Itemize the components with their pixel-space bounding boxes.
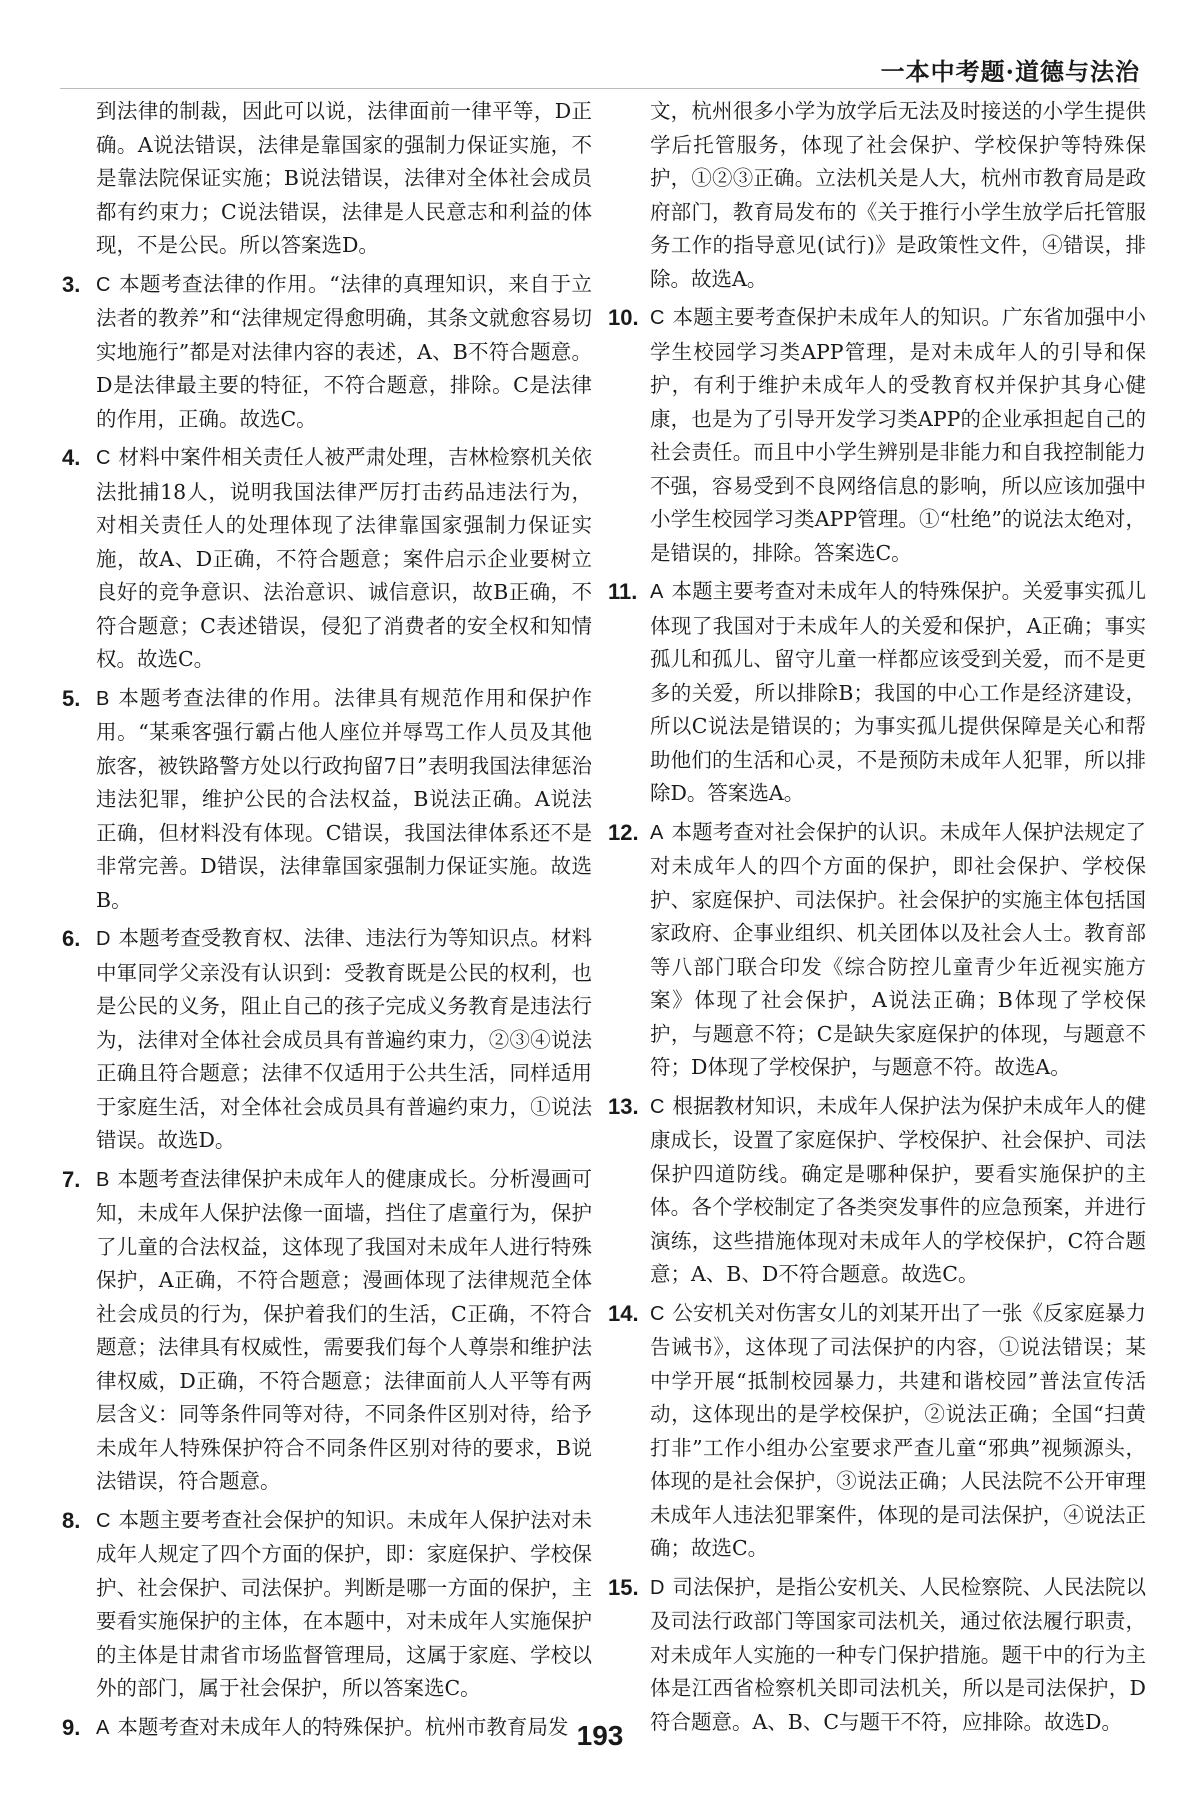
answer-letter: A bbox=[650, 581, 664, 603]
question-number: 15. bbox=[608, 1574, 639, 1600]
explanation-text: 本题考查法律保护未成年人的健康成长。分析漫画可知，未成年人保护法像一面墙，挡住了虐童行为，保护了儿童的合法权益，这体现了我国对未成年人进行特殊保护，A正确，不符合题意；漫画体现了法律规范全体社会成员的行为，保护着我们的生活，C正确，不符合题意；法律具有权威性，需要我们每个人尊崇和维护法律权威，D正确，不符合题意；法律面前人人平等有两层含义：同等条件同等对待，不同条件区别对待，给予未成年人特殊保护符合不同条件区别对待的要求，B说法错误，符合题意。 bbox=[96, 1166, 592, 1493]
left-answer-list bbox=[62, 268, 592, 1746]
answer-letter: C bbox=[96, 447, 111, 469]
explanation-text: 本题主要考查社会保护的知识。未成年人保护法对未成年人规定了四个方面的保护，即：家庭保护、学校保护、社会保护、司法保护。判断是哪一方面的保护，主要看实施保护的主体，在本题中，对未成年人实施保护的主体是甘肃省市场监督管理局，这属于家庭、学校以外的部门，属于社会保护，所以答案选C。 bbox=[96, 1507, 592, 1700]
question-number: 13. bbox=[608, 1093, 639, 1119]
answer-item bbox=[608, 575, 1146, 811]
question-number: 9. bbox=[62, 1714, 81, 1740]
answer-item bbox=[62, 441, 592, 677]
header-divider bbox=[60, 88, 1140, 89]
explanation-text: 本题考查对社会保护的认识。未成年人保护法规定了对未成年人的四个方面的保护，即社会保护、学校保护、家庭保护、司法保护。社会保护的实施主体包括国家政府、企事业组织、机关团体以及社会人士。教育部等八部门联合印发《综合防控儿童青少年近视实施方案》体现了社会保护，A说法正确；B体现了学校保护，与题意不符；C是缺失家庭保护的体现，与题意不符；D体现了学校保护，与题意不符。故选A。 bbox=[650, 819, 1146, 1079]
continued-paragraph: 文，杭州很多小学为放学后无法及时接送的小学生提供学后托管服务，体现了社会保护、学校保护等特殊保护，①②③正确。立法机关是人大，杭州市教育局是政府部门，教育局发布的《关于推行小学生放学后托管服务工作的指导意见(试行)》是政策性文件，④错误，排除。故选A。 bbox=[650, 99, 1146, 291]
answer-letter: A bbox=[96, 1716, 110, 1739]
answer-item bbox=[608, 1090, 1146, 1292]
explanation-text: 公安机关对伤害女儿的刘某开出了一张《反家庭暴力告诫书》，这体现了司法保护的内容，①说法错误；某中学开展“抵制校园暴力，共建和谐校园”普法宣传活动，这体现出的是学校保护，②说法正确；全国“扫黄打非”工作小组办公室要求严查儿童“邪典”视频源头，体现的是社会保护，③说法正确；人民法院不公开审理未成年人违法犯罪案件，体现的是司法保护，④说法正确；故选C。 bbox=[650, 1300, 1146, 1560]
question-number: 11. bbox=[608, 579, 638, 604]
answer-item bbox=[62, 682, 592, 918]
answer-item bbox=[608, 816, 1146, 1085]
answer-item bbox=[62, 1163, 592, 1499]
question-number: 12. bbox=[608, 819, 639, 845]
explanation-text: 本题主要考查保护未成年人的知识。广东省加强中小学生校园学习类APP管理，是对未成年人的引导和保护，有利于维护未成年人的受教育权并保护其身心健康，也是为了引导开发学习类APP的企业承担起自己的社会责任。而且中小学生辨别是非能力和自我控制能力不强，容易受到不良网络信息的影响，所以应该加强中小学生校园学习类APP管理。①“杜绝”的说法太绝对，是错误的，排除。答案选C。 bbox=[650, 305, 1146, 565]
explanation-text: 本题考查受教育权、法律、违法行为等知识点。材料中軍同学父亲没有认识到：受教育既是公民的权利，也是公民的义务，阻止自己的孩子完成义务教育是违法行为，法律对全体社会成员具有普遍约束力，②③④说法正确且符合题意；法律不仅适用于公共生活，同样适用于家庭生活，对全体社会成员具有普遍约束力，①说法错误。故选D。 bbox=[96, 926, 592, 1152]
answer-letter: D bbox=[96, 928, 111, 950]
answer-letter: B bbox=[96, 687, 110, 710]
right-column bbox=[608, 95, 1146, 1744]
question-number: 6. bbox=[62, 926, 81, 951]
answer-item bbox=[608, 1571, 1146, 1740]
answer-letter: C bbox=[650, 1095, 665, 1118]
answer-letter: A bbox=[650, 821, 664, 844]
question-number: 14. bbox=[608, 1300, 639, 1326]
answer-item bbox=[62, 268, 592, 437]
answer-item bbox=[608, 1297, 1146, 1566]
question-number: 10. bbox=[608, 305, 639, 330]
question-number: 7. bbox=[62, 1166, 81, 1192]
answer-letter: C bbox=[96, 1509, 111, 1532]
explanation-text: 根据教材知识，未成年人保护法为保护未成年人的健康成长，设置了家庭保护、学校保护、社会保护、司法保护四道防线。确定是哪种保护，要看实施保护的主体。各个学校制定了各类突发事件的应急预案，并进行演练，这些措施体现对未成年人的学校保护，C符合题意；A、B、D不符合题意。故选C。 bbox=[650, 1093, 1146, 1286]
answer-item bbox=[62, 922, 592, 1158]
running-header: 一本中考题·道德与法治 bbox=[880, 57, 1140, 86]
continued-paragraph: 到法律的制裁，因此可以说，法律面前一律平等，D正确。A说法错误，法律是靠国家的强制力保证实施，不是靠法院保证实施；B说法错误，法律对全体社会成员都有约束力；C说法错误，法律是人民意志和利益的体现，不是公民。所以答案选D。 bbox=[96, 99, 592, 257]
explanation-text: 本题主要考查对未成年人的特殊保护。关爱事实孤儿体现了我国对于未成年人的关爱和保护，A正确；事实孤儿和孤儿、留守儿童一样都应该受到关爱，而不是更多的关爱，所以排除B；我国的中心工作是经济建设，所以C说法是错误的；为事实孤儿提供保障是关心和帮助他们的生活和心灵，不是预防未成年人犯罪，所以排除D。答案选A。 bbox=[650, 579, 1146, 805]
explanation-text: 本题考查法律的作用。法律具有规范作用和保护作用。“某乘客强行霸占他人座位并辱骂工作人员及其他旅客，被铁路警方处以行政拘留7日”表明我国法律惩治违法犯罪，维护公民的合法权益，B说法正确。A说法正确，但材料没有体现。C错误，我国法律体系还不是非常完善。D错误，法律靠国家强制力保证实施。故选B。 bbox=[96, 685, 592, 912]
answer-letter: C bbox=[650, 1302, 665, 1325]
page-number: 193 bbox=[576, 1720, 624, 1751]
answer-letter: C bbox=[96, 273, 111, 296]
left-column bbox=[62, 95, 592, 1750]
answer-item bbox=[62, 1504, 592, 1706]
question-number: 8. bbox=[62, 1507, 81, 1533]
explanation-text: 本题考查对未成年人的特殊保护。杭州市教育局发 bbox=[117, 1714, 569, 1739]
answer-letter: B bbox=[96, 1168, 110, 1191]
answer-letter: D bbox=[650, 1576, 665, 1599]
question-number: 5. bbox=[62, 685, 81, 711]
explanation-text: 本题考查法律的作用。“法律的真理知识，来自于立法者的教养”和“法律规定得愈明确，其条文就愈容易切实地施行”都是对法律内容的表述，A、B不符合题意。D是法律最主要的特征，不符合题意，排除。C是法律的作用，正确。故选C。 bbox=[96, 271, 592, 431]
right-answer-list bbox=[608, 301, 1146, 1739]
question-number: 3. bbox=[62, 271, 81, 297]
answer-letter: C bbox=[650, 307, 665, 329]
answer-item bbox=[608, 301, 1146, 570]
question-number: 4. bbox=[62, 445, 81, 470]
explanation-text: 材料中案件相关责任人被严肃处理，吉林检察机关依法批捕18人，说明我国法律严厉打击药品违法行为，对相关责任人的处理体现了法律靠国家强制力保证实施，故A、D正确，不符合题意；案件启示企业要树立良好的竞争意识、法治意识、诚信意识，故B正确，不符合题意；C表述错误，侵犯了消费者的安全权和知情权。故选C。 bbox=[96, 445, 592, 671]
explanation-text: 司法保护，是指公安机关、人民检察院、人民法院以及司法行政部门等国家司法机关，通过依法履行职责，对未成年人实施的一种专门保护措施。题干中的行为主体是江西省检察机关即司法机关，所以是司法保护，D符合题意。A、B、C与题干不符，应排除。故选D。 bbox=[650, 1574, 1146, 1734]
